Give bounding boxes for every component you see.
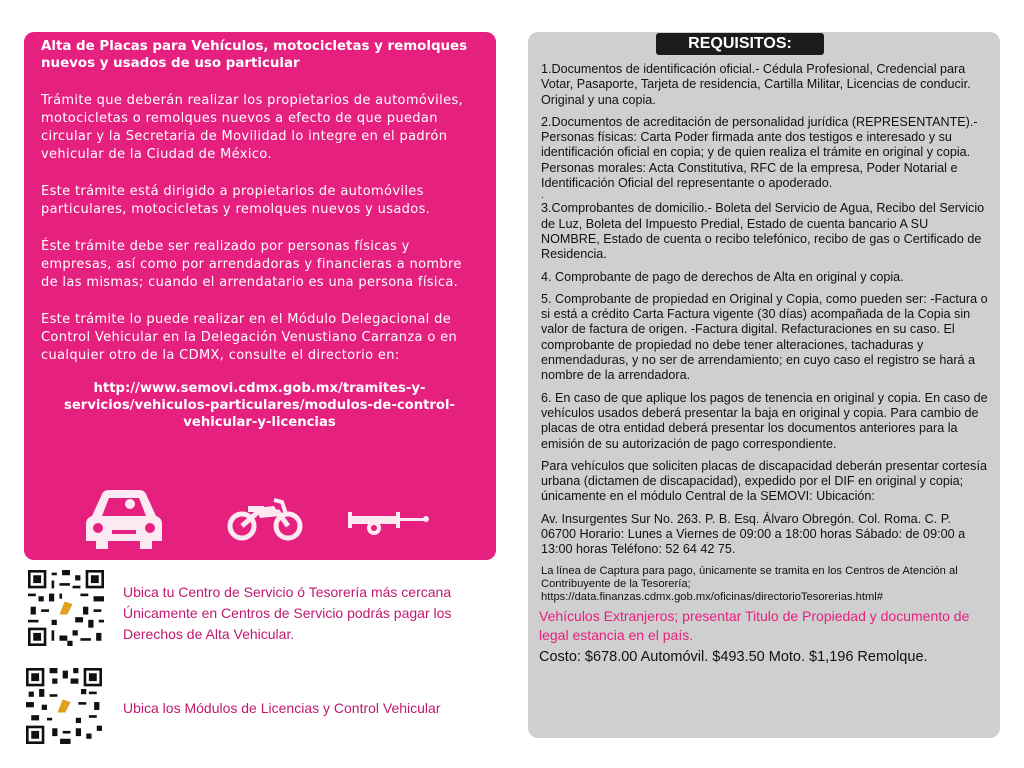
modulos-link[interactable]: Ubica los Módulos de Licencias y Control Vehicular — [123, 700, 441, 716]
requirement-item: 2.Documentos de acreditación de personalidad jurídica (REPRESENTANTE).- Personas físicas: Carta Poder firmada ante dos testigos e interesado y su identificación oficial en copia; y de quien realiza el trámite en original y copia. Personas morales: Acta Constitutiva, RFC de la empresa, Poder Notarial e Identificación Oficial del representante o apoderado. — [541, 114, 978, 191]
tesoreria-link[interactable]: Ubica tu Centro de Servicio ó Tesorería más cercana Únicamente en Centros de Servicio podrás pagar los Derechos de Alta Vehicular. — [123, 584, 452, 642]
requirement-item: 3.Comprobantes de domicilio.- Boleta del Servicio de Agua, Recibo del Servicio de Luz, Boleta del Impuesto Predial, Estado de cuenta bancario A SU NOMBRE, Estado de cuenta o recibo telefónico, recibo de gas o Certificado de Residencia. — [541, 201, 985, 262]
paragraph-4: Este trámite lo puede realizar en el Módulo Delegacional de Control Vehicular en la Delegación Venustiano Carranza o en cualquier otro de la CDMX, consulte el directorio en: — [41, 312, 458, 363]
paragraph-3: Éste trámite debe ser realizado por personas físicas y empresas, así como por arrendadoras y financieras a nombre de las mismas; cuando el arrendatario es una persona física. — [41, 239, 462, 290]
qr-code-icon[interactable] — [26, 668, 102, 744]
panel-title: Alta de Placas para Vehículos, motocicletas y remolques nuevos y usados de uso particular — [41, 39, 468, 71]
info-panel — [24, 32, 496, 560]
directory-link[interactable]: http://www.semovi.cdmx.gob.mx/tramites-y-servicios/vehiculos-particulares/modulos-de-control-vehicular-y-licencias — [64, 381, 455, 430]
address-hours: Av. Insurgentes Sur No. 263. P. B. Esq. Álvaro Obregón. Col. Roma. C. P. 06700 Horario: Lunes a Viernes de 09:00 a 18:00 horas Sábado: de 09:00 a 13:00 horas Teléfono: 52 64 42 75. — [541, 511, 966, 557]
car-icon — [86, 490, 162, 549]
requirements-header: REQUISITOS: — [656, 33, 824, 55]
requirement-item: 1.Documentos de identificación oficial.- Cédula Profesional, Credencial para Votar, Pasaporte, Tarjeta de residencia, Cartilla Militar, Licencias de conducir. Original y una copia. — [541, 62, 971, 107]
paragraph-2: Este trámite está dirigido a propietarios de automóviles particulares, motocicletas y remolques nuevos y usados. — [41, 184, 431, 217]
foreign-vehicles-note: Vehículos Extranjeros; presentar Titulo de Propiedad y documento de legal estancia en el país. — [539, 607, 970, 643]
requirement-item: 6. En caso de que aplique los pagos de tenencia en original y copia. En caso de vehículos usados deberá presentar la baja en original y copia. Para cambio de placas de otra entidad deberá presentar los documentos anteriores para la emisión de su autorización de pago correspondiente. — [541, 390, 988, 451]
trailer-icon — [348, 512, 429, 535]
requirement-item: 4. Comprobante de pago de derechos de Alta en original y copia. — [541, 269, 904, 284]
separator-dot: . — [541, 190, 544, 202]
requirements-panel — [528, 32, 1000, 738]
qr-code-icon[interactable] — [28, 570, 104, 646]
vehicle-icons — [78, 486, 438, 556]
captura-note-text: La línea de Captura para pago, únicamente se tramita en los Centros de Atención al Contribuyente de la Tesorería; — [541, 564, 958, 590]
requirement-item: 5. Comprobante de propiedad en Original y Copia, como pueden ser: -Factura o si está a crédito Carta Factura vigente (30 días) acompañada de la Copia sin valor de factura de origen. -Factura digital. Refacturaciones en su caso. El comprobante de propiedad no debe tener alteraciones, tachaduras y enmendaduras, y no ser de arrendamiento; en cuyo caso el registro se hará a nombre de la arrendadora. — [541, 291, 988, 383]
motorcycle-icon — [230, 500, 300, 538]
cost-line: Costo: $678.00 Automóvil. $493.50 Moto. $1,196 Remolque. — [539, 648, 928, 665]
requirement-item: Para vehículos que soliciten placas de discapacidad deberán presentar cortesía urbana (dictamen de discapacidad), expedido por el DIF en original y copia; únicamente en el módulo Central de la SEMOVI: Ubicación: — [541, 458, 987, 504]
captura-url[interactable]: https://data.finanzas.cdmx.gob.mx/oficinas/directorioTesorerias.html# — [541, 590, 883, 603]
paragraph-1: Trámite que deberán realizar los propietarios de automóviles, motocicletas o remolques nuevos a efecto de que puedan circular y la Secretaria de Movilidad lo integre en el padrón vehicular de la Ciudad de México. — [41, 93, 464, 162]
captura-note — [541, 565, 988, 604]
